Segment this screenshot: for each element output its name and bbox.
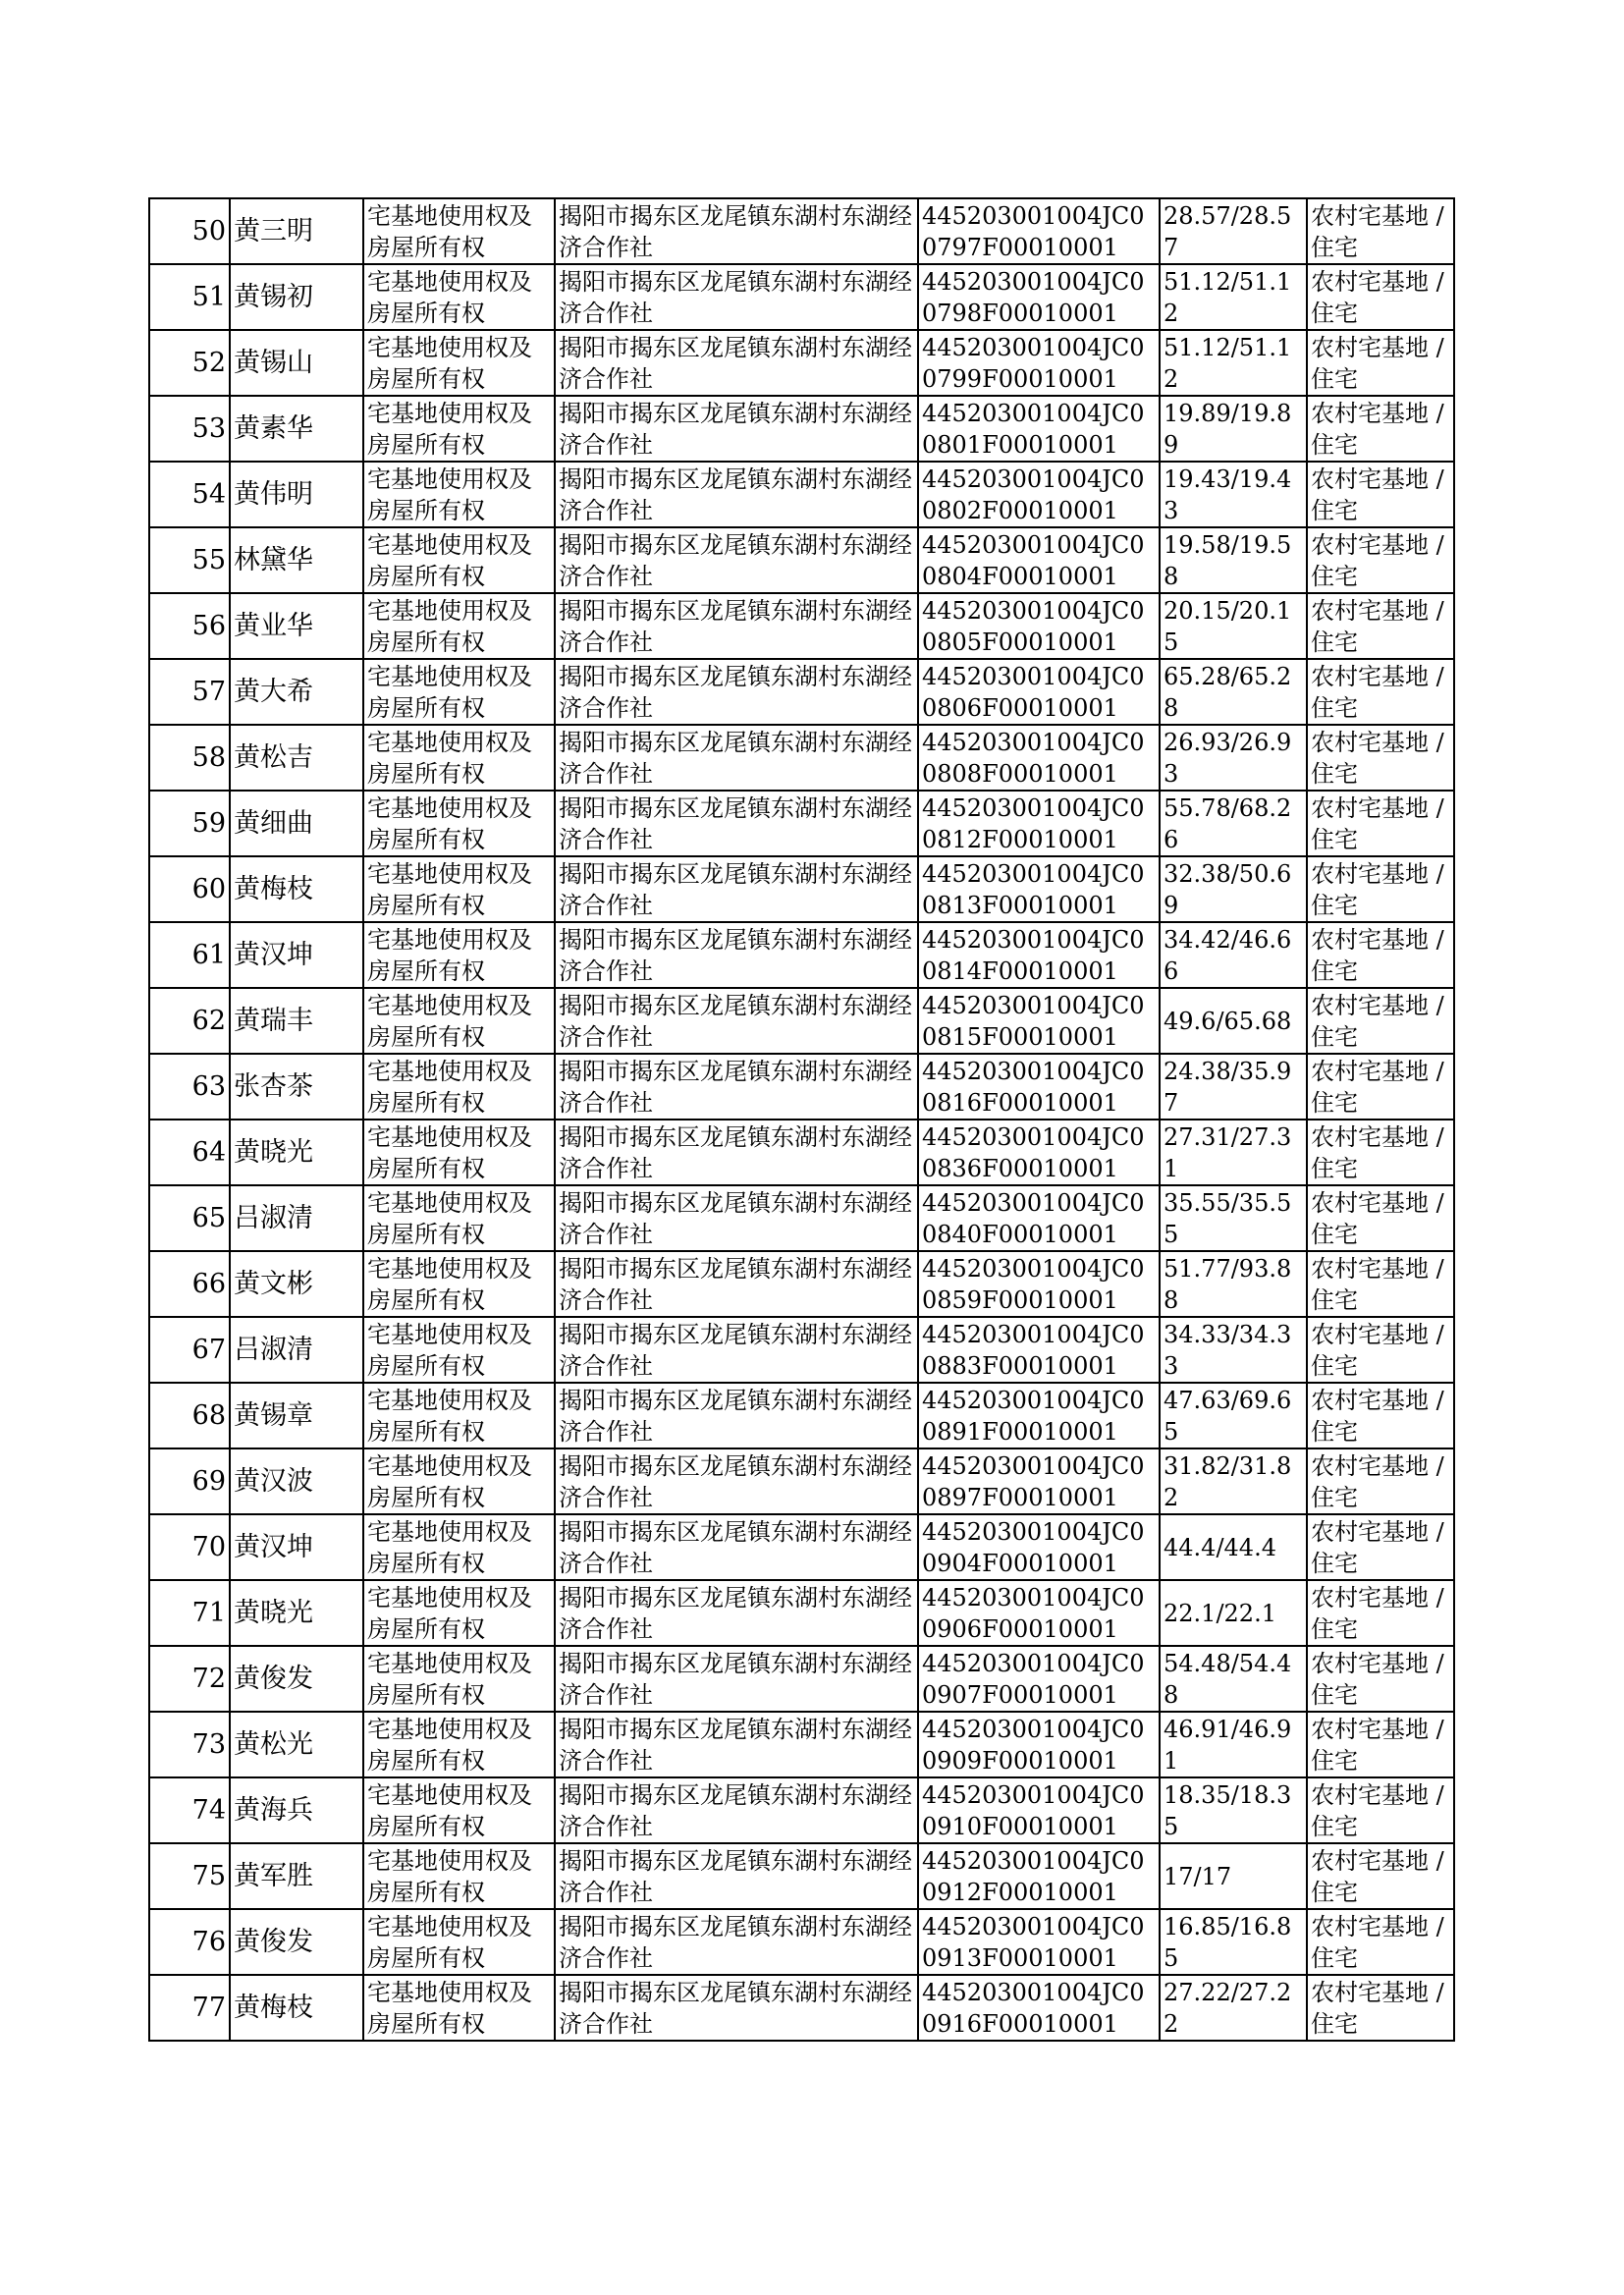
right-type-cell: 宅基地使用权及房屋所有权 [363, 988, 555, 1054]
unit-code-cell: 445203001004JC00891F00010001 [918, 1383, 1160, 1448]
right-type-cell: 宅基地使用权及房屋所有权 [363, 856, 555, 922]
row-number: 60 [191, 873, 226, 904]
holder-name: 黄瑞丰 [234, 1005, 313, 1036]
land-use-cell: 农村宅基地 / 住宅 [1307, 1909, 1454, 1975]
land-use-cell: 农村宅基地 / 住宅 [1307, 1251, 1454, 1317]
right-type-cell: 宅基地使用权及房屋所有权 [363, 1054, 555, 1120]
holder-name: 黄业华 [234, 610, 313, 641]
row-number-cell [149, 1251, 230, 1317]
row-number: 67 [191, 1334, 226, 1365]
holder-name-cell [230, 1975, 363, 2041]
area-cell: 54.48/54.48 [1160, 1646, 1307, 1712]
holder-name: 黄俊发 [234, 1926, 313, 1957]
unit-code-cell: 445203001004JC00883F00010001 [918, 1317, 1160, 1383]
unit-code-cell: 445203001004JC00913F00010001 [918, 1909, 1160, 1975]
land-owner-cell: 揭阳市揭东区龙尾镇东湖村东湖经济合作社 [555, 1448, 918, 1514]
holder-name-cell [230, 1777, 363, 1843]
table-row [149, 330, 1454, 396]
row-number: 56 [191, 610, 226, 641]
row-number: 64 [191, 1136, 226, 1168]
row-number: 55 [191, 544, 226, 575]
land-owner-cell: 揭阳市揭东区龙尾镇东湖村东湖经济合作社 [555, 198, 918, 264]
unit-code-cell: 445203001004JC00806F00010001 [918, 659, 1160, 725]
row-number-cell [149, 330, 230, 396]
land-owner-cell: 揭阳市揭东区龙尾镇东湖村东湖经济合作社 [555, 856, 918, 922]
row-number-cell [149, 1580, 230, 1646]
land-use-cell: 农村宅基地 / 住宅 [1307, 856, 1454, 922]
land-use-cell: 农村宅基地 / 住宅 [1307, 198, 1454, 264]
area-cell: 65.28/65.28 [1160, 659, 1307, 725]
unit-code-cell: 445203001004JC00814F00010001 [918, 922, 1160, 988]
unit-code-cell: 445203001004JC00907F00010001 [918, 1646, 1160, 1712]
row-number: 75 [191, 1860, 226, 1891]
area-cell: 35.55/35.55 [1160, 1185, 1307, 1251]
table-row [149, 1975, 1454, 2041]
holder-name-cell [230, 264, 363, 330]
registration-table [148, 197, 1455, 2042]
holder-name-cell [230, 1251, 363, 1317]
land-owner-cell: 揭阳市揭东区龙尾镇东湖村东湖经济合作社 [555, 330, 918, 396]
holder-name: 黄细曲 [234, 807, 313, 839]
land-owner-cell: 揭阳市揭东区龙尾镇东湖村东湖经济合作社 [555, 264, 918, 330]
holder-name: 张杏茶 [234, 1070, 313, 1102]
holder-name-cell [230, 988, 363, 1054]
land-owner-cell: 揭阳市揭东区龙尾镇东湖村东湖经济合作社 [555, 1975, 918, 2041]
holder-name-cell [230, 1909, 363, 1975]
land-owner-cell: 揭阳市揭东区龙尾镇东湖村东湖经济合作社 [555, 922, 918, 988]
holder-name: 黄军胜 [234, 1860, 313, 1891]
land-use-cell: 农村宅基地 / 住宅 [1307, 1712, 1454, 1777]
area-cell: 17/17 [1160, 1843, 1307, 1909]
table-row [149, 1646, 1454, 1712]
land-owner-cell: 揭阳市揭东区龙尾镇东湖村东湖经济合作社 [555, 988, 918, 1054]
row-number-cell [149, 1317, 230, 1383]
holder-name: 黄锡章 [234, 1399, 313, 1431]
right-type-cell: 宅基地使用权及房屋所有权 [363, 1317, 555, 1383]
holder-name: 黄三明 [234, 215, 313, 246]
holder-name: 黄锡初 [234, 281, 313, 312]
holder-name: 黄文彬 [234, 1268, 313, 1299]
table-row [149, 198, 1454, 264]
holder-name-cell [230, 330, 363, 396]
holder-name-cell [230, 856, 363, 922]
holder-name-cell [230, 198, 363, 264]
row-number-cell [149, 1514, 230, 1580]
row-number: 71 [191, 1597, 226, 1628]
holder-name: 黄梅枝 [234, 1992, 313, 2023]
land-use-cell: 农村宅基地 / 住宅 [1307, 1975, 1454, 2041]
land-owner-cell: 揭阳市揭东区龙尾镇东湖村东湖经济合作社 [555, 1054, 918, 1120]
land-use-cell: 农村宅基地 / 住宅 [1307, 725, 1454, 791]
right-type-cell: 宅基地使用权及房屋所有权 [363, 1777, 555, 1843]
land-use-cell: 农村宅基地 / 住宅 [1307, 988, 1454, 1054]
table-row [149, 1383, 1454, 1448]
right-type-cell: 宅基地使用权及房屋所有权 [363, 1843, 555, 1909]
unit-code-cell: 445203001004JC00840F00010001 [918, 1185, 1160, 1251]
table-row [149, 1120, 1454, 1185]
right-type-cell: 宅基地使用权及房屋所有权 [363, 1909, 555, 1975]
holder-name-cell [230, 1185, 363, 1251]
unit-code-cell: 445203001004JC00912F00010001 [918, 1843, 1160, 1909]
holder-name: 黄松光 [234, 1728, 313, 1760]
holder-name-cell [230, 593, 363, 659]
area-cell: 49.6/65.68 [1160, 988, 1307, 1054]
land-use-cell: 农村宅基地 / 住宅 [1307, 1514, 1454, 1580]
row-number-cell [149, 264, 230, 330]
row-number-cell [149, 1448, 230, 1514]
area-cell: 27.22/27.22 [1160, 1975, 1307, 2041]
right-type-cell: 宅基地使用权及房屋所有权 [363, 1580, 555, 1646]
area-cell: 44.4/44.4 [1160, 1514, 1307, 1580]
row-number-cell [149, 396, 230, 462]
right-type-cell: 宅基地使用权及房屋所有权 [363, 1448, 555, 1514]
row-number: 76 [191, 1926, 226, 1957]
table-row [149, 1843, 1454, 1909]
row-number-cell [149, 988, 230, 1054]
land-use-cell: 农村宅基地 / 住宅 [1307, 462, 1454, 527]
row-number: 74 [191, 1794, 226, 1826]
table-row [149, 1448, 1454, 1514]
row-number: 73 [191, 1728, 226, 1760]
holder-name-cell [230, 1646, 363, 1712]
row-number: 53 [191, 412, 226, 444]
holder-name-cell [230, 1383, 363, 1448]
right-type-cell: 宅基地使用权及房屋所有权 [363, 264, 555, 330]
row-number: 57 [191, 676, 226, 707]
row-number-cell [149, 593, 230, 659]
right-type-cell: 宅基地使用权及房屋所有权 [363, 198, 555, 264]
holder-name: 黄俊发 [234, 1663, 313, 1694]
land-owner-cell: 揭阳市揭东区龙尾镇东湖村东湖经济合作社 [555, 659, 918, 725]
holder-name-cell [230, 1054, 363, 1120]
holder-name-cell [230, 527, 363, 593]
holder-name: 黄大希 [234, 676, 313, 707]
right-type-cell: 宅基地使用权及房屋所有权 [363, 659, 555, 725]
row-number: 51 [191, 281, 226, 312]
holder-name-cell [230, 1448, 363, 1514]
land-owner-cell: 揭阳市揭东区龙尾镇东湖村东湖经济合作社 [555, 1120, 918, 1185]
row-number-cell [149, 1975, 230, 2041]
row-number: 52 [191, 347, 226, 378]
holder-name: 黄海兵 [234, 1794, 313, 1826]
table-row [149, 791, 1454, 856]
unit-code-cell: 445203001004JC00804F00010001 [918, 527, 1160, 593]
land-use-cell: 农村宅基地 / 住宅 [1307, 1448, 1454, 1514]
table-row [149, 1712, 1454, 1777]
unit-code-cell: 445203001004JC00816F00010001 [918, 1054, 1160, 1120]
row-number: 59 [191, 807, 226, 839]
table-row [149, 1514, 1454, 1580]
row-number-cell [149, 1054, 230, 1120]
unit-code-cell: 445203001004JC00801F00010001 [918, 396, 1160, 462]
unit-code-cell: 445203001004JC00836F00010001 [918, 1120, 1160, 1185]
table-row [149, 462, 1454, 527]
holder-name: 黄伟明 [234, 478, 313, 510]
right-type-cell: 宅基地使用权及房屋所有权 [363, 922, 555, 988]
holder-name-cell [230, 462, 363, 527]
area-cell: 51.12/51.12 [1160, 264, 1307, 330]
row-number-cell [149, 922, 230, 988]
unit-code-cell: 445203001004JC00904F00010001 [918, 1514, 1160, 1580]
row-number-cell [149, 1909, 230, 1975]
right-type-cell: 宅基地使用权及房屋所有权 [363, 1514, 555, 1580]
area-cell: 19.89/19.89 [1160, 396, 1307, 462]
row-number: 69 [191, 1465, 226, 1497]
unit-code-cell: 445203001004JC00859F00010001 [918, 1251, 1160, 1317]
holder-name-cell [230, 922, 363, 988]
holder-name: 黄晓光 [234, 1597, 313, 1628]
area-cell: 19.43/19.43 [1160, 462, 1307, 527]
land-owner-cell: 揭阳市揭东区龙尾镇东湖村东湖经济合作社 [555, 1843, 918, 1909]
row-number: 54 [191, 478, 226, 510]
unit-code-cell: 445203001004JC00797F00010001 [918, 198, 1160, 264]
right-type-cell: 宅基地使用权及房屋所有权 [363, 462, 555, 527]
holder-name-cell [230, 791, 363, 856]
table-row [149, 988, 1454, 1054]
table-row [149, 396, 1454, 462]
row-number: 58 [191, 741, 226, 773]
area-cell: 46.91/46.91 [1160, 1712, 1307, 1777]
right-type-cell: 宅基地使用权及房屋所有权 [363, 1975, 555, 2041]
row-number: 70 [191, 1531, 226, 1562]
area-cell: 16.85/16.85 [1160, 1909, 1307, 1975]
land-owner-cell: 揭阳市揭东区龙尾镇东湖村东湖经济合作社 [555, 1646, 918, 1712]
unit-code-cell: 445203001004JC00799F00010001 [918, 330, 1160, 396]
row-number: 68 [191, 1399, 226, 1431]
land-use-cell: 农村宅基地 / 住宅 [1307, 330, 1454, 396]
holder-name: 黄素华 [234, 412, 313, 444]
table-body [149, 198, 1454, 2041]
area-cell: 18.35/18.35 [1160, 1777, 1307, 1843]
holder-name-cell [230, 1580, 363, 1646]
land-owner-cell: 揭阳市揭东区龙尾镇东湖村东湖经济合作社 [555, 1185, 918, 1251]
row-number-cell [149, 1120, 230, 1185]
row-number-cell [149, 791, 230, 856]
table-row [149, 856, 1454, 922]
row-number-cell [149, 1777, 230, 1843]
land-use-cell: 农村宅基地 / 住宅 [1307, 1120, 1454, 1185]
area-cell: 28.57/28.57 [1160, 198, 1307, 264]
table-row [149, 922, 1454, 988]
land-use-cell: 农村宅基地 / 住宅 [1307, 1580, 1454, 1646]
area-cell: 20.15/20.15 [1160, 593, 1307, 659]
row-number: 66 [191, 1268, 226, 1299]
row-number-cell [149, 1646, 230, 1712]
land-use-cell: 农村宅基地 / 住宅 [1307, 791, 1454, 856]
table-row [149, 593, 1454, 659]
row-number-cell [149, 462, 230, 527]
row-number: 77 [191, 1992, 226, 2023]
row-number: 72 [191, 1663, 226, 1694]
land-use-cell: 农村宅基地 / 住宅 [1307, 1185, 1454, 1251]
land-owner-cell: 揭阳市揭东区龙尾镇东湖村东湖经济合作社 [555, 593, 918, 659]
land-use-cell: 农村宅基地 / 住宅 [1307, 922, 1454, 988]
holder-name-cell [230, 396, 363, 462]
table-row [149, 264, 1454, 330]
area-cell: 32.38/50.69 [1160, 856, 1307, 922]
land-use-cell: 农村宅基地 / 住宅 [1307, 1054, 1454, 1120]
holder-name: 林黛华 [234, 544, 313, 575]
land-use-cell: 农村宅基地 / 住宅 [1307, 527, 1454, 593]
land-owner-cell: 揭阳市揭东区龙尾镇东湖村东湖经济合作社 [555, 725, 918, 791]
row-number-cell [149, 1712, 230, 1777]
holder-name-cell [230, 1317, 363, 1383]
table-row [149, 1054, 1454, 1120]
right-type-cell: 宅基地使用权及房屋所有权 [363, 396, 555, 462]
land-use-cell: 农村宅基地 / 住宅 [1307, 1843, 1454, 1909]
area-cell: 47.63/69.65 [1160, 1383, 1307, 1448]
holder-name-cell [230, 659, 363, 725]
right-type-cell: 宅基地使用权及房屋所有权 [363, 1251, 555, 1317]
unit-code-cell: 445203001004JC00909F00010001 [918, 1712, 1160, 1777]
row-number-cell [149, 856, 230, 922]
unit-code-cell: 445203001004JC00802F00010001 [918, 462, 1160, 527]
unit-code-cell: 445203001004JC00808F00010001 [918, 725, 1160, 791]
area-cell: 34.42/46.66 [1160, 922, 1307, 988]
row-number: 62 [191, 1005, 226, 1036]
right-type-cell: 宅基地使用权及房屋所有权 [363, 725, 555, 791]
area-cell: 24.38/35.97 [1160, 1054, 1307, 1120]
land-owner-cell: 揭阳市揭东区龙尾镇东湖村东湖经济合作社 [555, 1909, 918, 1975]
land-use-cell: 农村宅基地 / 住宅 [1307, 593, 1454, 659]
table-row [149, 1580, 1454, 1646]
land-owner-cell: 揭阳市揭东区龙尾镇东湖村东湖经济合作社 [555, 462, 918, 527]
area-cell: 26.93/26.93 [1160, 725, 1307, 791]
land-owner-cell: 揭阳市揭东区龙尾镇东湖村东湖经济合作社 [555, 1317, 918, 1383]
area-cell: 55.78/68.26 [1160, 791, 1307, 856]
right-type-cell: 宅基地使用权及房屋所有权 [363, 1185, 555, 1251]
holder-name: 吕淑清 [234, 1202, 313, 1233]
row-number: 50 [191, 215, 226, 246]
land-use-cell: 农村宅基地 / 住宅 [1307, 1646, 1454, 1712]
row-number-cell [149, 198, 230, 264]
row-number-cell [149, 725, 230, 791]
holder-name: 吕淑清 [234, 1334, 313, 1365]
land-owner-cell: 揭阳市揭东区龙尾镇东湖村东湖经济合作社 [555, 1383, 918, 1448]
right-type-cell: 宅基地使用权及房屋所有权 [363, 1120, 555, 1185]
unit-code-cell: 445203001004JC00812F00010001 [918, 791, 1160, 856]
land-owner-cell: 揭阳市揭东区龙尾镇东湖村东湖经济合作社 [555, 791, 918, 856]
row-number-cell [149, 1843, 230, 1909]
holder-name: 黄松吉 [234, 741, 313, 773]
right-type-cell: 宅基地使用权及房屋所有权 [363, 527, 555, 593]
row-number-cell [149, 1185, 230, 1251]
land-use-cell: 农村宅基地 / 住宅 [1307, 1317, 1454, 1383]
land-owner-cell: 揭阳市揭东区龙尾镇东湖村东湖经济合作社 [555, 1514, 918, 1580]
holder-name-cell [230, 725, 363, 791]
area-cell: 34.33/34.33 [1160, 1317, 1307, 1383]
row-number-cell [149, 659, 230, 725]
table-row [149, 1251, 1454, 1317]
area-cell: 51.12/51.12 [1160, 330, 1307, 396]
right-type-cell: 宅基地使用权及房屋所有权 [363, 1383, 555, 1448]
area-cell: 31.82/31.82 [1160, 1448, 1307, 1514]
holder-name-cell [230, 1514, 363, 1580]
holder-name-cell [230, 1712, 363, 1777]
land-owner-cell: 揭阳市揭东区龙尾镇东湖村东湖经济合作社 [555, 1777, 918, 1843]
area-cell: 51.77/93.88 [1160, 1251, 1307, 1317]
table-row [149, 527, 1454, 593]
holder-name: 黄汉坤 [234, 1531, 313, 1562]
table-row [149, 1777, 1454, 1843]
row-number-cell [149, 527, 230, 593]
unit-code-cell: 445203001004JC00815F00010001 [918, 988, 1160, 1054]
unit-code-cell: 445203001004JC00916F00010001 [918, 1975, 1160, 2041]
land-owner-cell: 揭阳市揭东区龙尾镇东湖村东湖经济合作社 [555, 1712, 918, 1777]
row-number-cell [149, 1383, 230, 1448]
unit-code-cell: 445203001004JC00805F00010001 [918, 593, 1160, 659]
land-owner-cell: 揭阳市揭东区龙尾镇东湖村东湖经济合作社 [555, 527, 918, 593]
unit-code-cell: 445203001004JC00906F00010001 [918, 1580, 1160, 1646]
right-type-cell: 宅基地使用权及房屋所有权 [363, 593, 555, 659]
holder-name: 黄汉坤 [234, 939, 313, 970]
row-number: 65 [191, 1202, 226, 1233]
holder-name: 黄梅枝 [234, 873, 313, 904]
area-cell: 19.58/19.58 [1160, 527, 1307, 593]
table-row [149, 1909, 1454, 1975]
holder-name: 黄晓光 [234, 1136, 313, 1168]
right-type-cell: 宅基地使用权及房屋所有权 [363, 1646, 555, 1712]
land-use-cell: 农村宅基地 / 住宅 [1307, 659, 1454, 725]
table-row [149, 1185, 1454, 1251]
land-owner-cell: 揭阳市揭东区龙尾镇东湖村东湖经济合作社 [555, 396, 918, 462]
land-use-cell: 农村宅基地 / 住宅 [1307, 396, 1454, 462]
row-number: 61 [191, 939, 226, 970]
land-use-cell: 农村宅基地 / 住宅 [1307, 1383, 1454, 1448]
table-row [149, 725, 1454, 791]
holder-name: 黄汉波 [234, 1465, 313, 1497]
table-row [149, 659, 1454, 725]
right-type-cell: 宅基地使用权及房屋所有权 [363, 791, 555, 856]
unit-code-cell: 445203001004JC00798F00010001 [918, 264, 1160, 330]
unit-code-cell: 445203001004JC00897F00010001 [918, 1448, 1160, 1514]
right-type-cell: 宅基地使用权及房屋所有权 [363, 1712, 555, 1777]
area-cell: 27.31/27.31 [1160, 1120, 1307, 1185]
holder-name: 黄锡山 [234, 347, 313, 378]
land-owner-cell: 揭阳市揭东区龙尾镇东湖村东湖经济合作社 [555, 1580, 918, 1646]
holder-name-cell [230, 1843, 363, 1909]
row-number: 63 [191, 1070, 226, 1102]
holder-name-cell [230, 1120, 363, 1185]
area-cell: 22.1/22.1 [1160, 1580, 1307, 1646]
unit-code-cell: 445203001004JC00813F00010001 [918, 856, 1160, 922]
unit-code-cell: 445203001004JC00910F00010001 [918, 1777, 1160, 1843]
land-use-cell: 农村宅基地 / 住宅 [1307, 1777, 1454, 1843]
table-row [149, 1317, 1454, 1383]
right-type-cell: 宅基地使用权及房屋所有权 [363, 330, 555, 396]
land-owner-cell: 揭阳市揭东区龙尾镇东湖村东湖经济合作社 [555, 1251, 918, 1317]
land-use-cell: 农村宅基地 / 住宅 [1307, 264, 1454, 330]
